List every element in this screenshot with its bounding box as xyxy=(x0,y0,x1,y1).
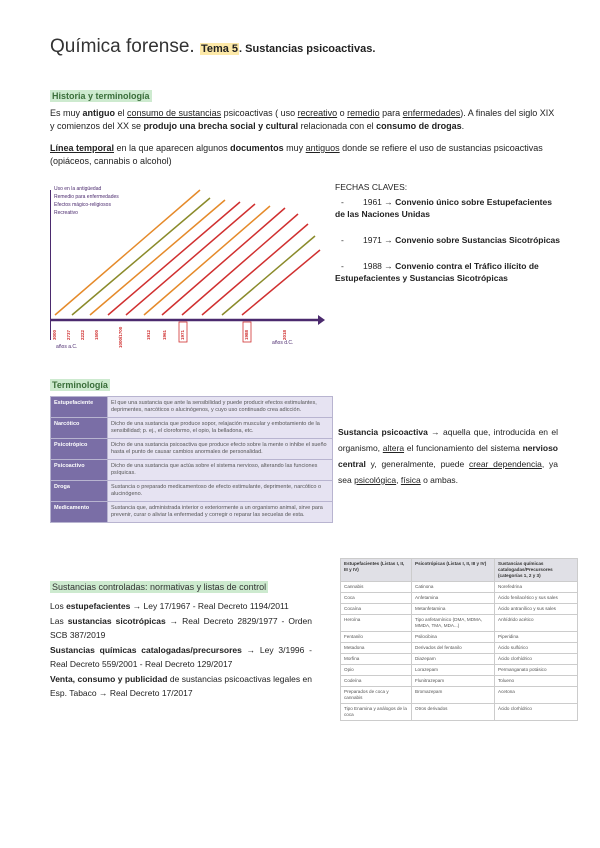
tick-1961: 1961 xyxy=(162,329,167,340)
legend-3: Efectos mágico-religiosos xyxy=(54,202,111,208)
legend-1: Uso en la antigüedad xyxy=(54,186,102,192)
ley-line: Sustancias químicas catalogadas/precursores → Ley 3/1996 - Real Decreto 559/2001 - Real Decreto 129/2017 xyxy=(50,644,312,669)
diag-5 xyxy=(126,204,255,315)
controladas-heading: Sustancias controladas: normativas y listas de control xyxy=(52,582,267,592)
table-row: Tipo Enamina y análogos de la coca Otros derivados Ácido clorhídrico xyxy=(341,704,578,721)
tick-2222: 2222 xyxy=(80,329,85,340)
fechas-claves xyxy=(335,181,560,284)
table-row: Metadona Derivados del fentanilo Ácido sulfúrico xyxy=(341,643,578,654)
diag-3 xyxy=(90,200,225,315)
timeline-diagonals xyxy=(55,190,320,315)
table-header-row: Estupefacientes (Listas I, II, III y IV) Psicotrópicas (Listas I, II, III y IV) Sustancias químicas catalogadas/Precursores (categorías 1, 2 y 3) xyxy=(341,559,578,582)
table-row: Morfina Diazepam Ácido clorhídrico xyxy=(341,654,578,665)
fechas-heading: FECHAS CLAVES: xyxy=(335,182,408,192)
tema-label: Tema 5 xyxy=(200,43,239,55)
table-row: Preparados de coca y cannabis Bromazepam Acetona xyxy=(341,687,578,704)
timeline-svg xyxy=(50,180,325,350)
term-row: Narcótico Dicho de una sustancia que produce sopor, relajación muscular y embotamiento de la sensibilidad; p. ej., el cloroformo, el opio, la belladona, etc. xyxy=(51,418,333,439)
tick-2737: 2737 xyxy=(66,329,71,340)
diag-1 xyxy=(55,190,200,315)
table-row: Codeína Flunitrazepam Tolueno xyxy=(341,676,578,687)
legend-4: Recreativo xyxy=(54,210,78,216)
definicion-sustancia: Sustancia psicoactiva → aquella que, introducida en el organismo, altera el funcionamiento del sistema nervioso central y, generalmente, puede crear dependencia, ya sea psicológica, física o ambas. xyxy=(338,427,558,485)
tick-1912: 1912 xyxy=(146,329,151,340)
tick-1500: 1500 xyxy=(94,329,99,340)
timeline-arrow xyxy=(318,315,325,325)
historia-paragraph-1: Es muy antiguo el consumo de sustancias psicoactivas ( uso recreativo o remedio para enfermedades). A finales del siglo XIX y comienzos del XX se produjo una brecha social y cultural relacionada con el consumo de drogas. xyxy=(50,108,555,131)
controladas-list xyxy=(50,599,312,701)
term-row: Estupefaciente El que una sustancia que ante la sensibilidad y puede producir efectos estimulantes, deprimentes, narcóticos o alucinógenos, y cuyo uso continuado crea adicción. xyxy=(51,397,333,418)
term-row: Psicotrópico Dicho de una sustancia psicoactiva que produce efecto sobre la mente o inhibe el sueño hasta el punto de causar cambios anormales de personalidad. xyxy=(51,439,333,460)
diag-2 xyxy=(72,198,210,315)
fecha-item-2: - 1971 → Convenio sobre Sustancias Sicotrópicas xyxy=(341,235,561,245)
tick-2018: 2018 xyxy=(282,329,287,340)
tema-rest: . Sustancias psicoactivas. xyxy=(239,43,376,55)
term-row: Droga Sustancia o preparado medicamentoso de efecto estimulante, deprimente, narcótico o alucinógeno. xyxy=(51,481,333,502)
diag-7 xyxy=(162,208,285,315)
diag-10 xyxy=(222,236,315,315)
historia-heading: Historia y terminología xyxy=(52,91,150,101)
diag-11 xyxy=(242,250,320,315)
ley-line: Venta, consumo y publicidad de sustancias psicoactivas legales en Esp. Tabaco → Real Decreto 17/2017 xyxy=(50,673,312,698)
fecha-item-1: - 1961 → Convenio único sobre Estupefacientes de las Naciones Unidas xyxy=(335,197,552,219)
diag-4 xyxy=(108,202,240,315)
table-row: Heroína Tipo anfetamínico (DMA, MDMA, MMDA, TMA, MDA...) Anhídrido acético xyxy=(341,615,578,632)
title-main: Química forense. xyxy=(50,36,195,57)
tick-1000: 1000/1700 xyxy=(118,326,123,348)
timeline-figure xyxy=(50,180,325,350)
diag-9 xyxy=(202,224,308,315)
label-ac: años a.C. xyxy=(56,344,78,350)
page-title xyxy=(50,36,375,58)
terminologia-heading: Terminología xyxy=(52,380,108,390)
table-row: Opio Lorazepam Permanganato potásico xyxy=(341,665,578,676)
sustancias-table xyxy=(340,558,578,721)
table-row: Coca Anfetamina Ácido fenilacético y sus sales xyxy=(341,593,578,604)
table-row: Cannabis Catinona Norefedrina xyxy=(341,582,578,593)
tick-3000: 3000 xyxy=(52,329,57,340)
table-row: Fentanilo Psilocibina Piperidina xyxy=(341,632,578,643)
tick-1971: 1971 xyxy=(180,329,185,340)
fecha-item-3: - 1988 → Convenio contra el Tráfico ilícito de Estupefacientes y Sustancias Sicotrópicas xyxy=(335,261,539,283)
table-row: Cocaína Metanfetamina Ácido antranílico y sus sales xyxy=(341,604,578,615)
legend-2: Remedio para enfermedades xyxy=(54,194,119,200)
ley-line: Las sustancias sicotrópicas → Real Decreto 2829/1977 - Orden SCB 387/2019 xyxy=(50,615,312,640)
tick-1988: 1988 xyxy=(244,329,249,340)
historia-paragraph-2: Línea temporal en la que aparecen algunos documentos muy antiguos donde se refiere el uso de sustancias psicoactivas (opiáceos, cannabis o alcohol) xyxy=(50,143,543,166)
ley-line: Los estupefacientes → Ley 17/1967 - Real Decreto 1194/2011 xyxy=(50,601,289,611)
terminologia-table xyxy=(50,396,333,523)
term-row: Medicamento Sustancia que, administrada interior o exteriormente a un organismo animal, sirve para prevenir, curar o aliviar la enfermedad y corregir o reparar las secuelas de esta. xyxy=(51,502,333,523)
term-row: Psicoactivo Dicho de una sustancia que actúa sobre el sistema nervioso, alterando las funciones psíquicas. xyxy=(51,460,333,481)
label-dc: años d.C. xyxy=(272,340,294,346)
